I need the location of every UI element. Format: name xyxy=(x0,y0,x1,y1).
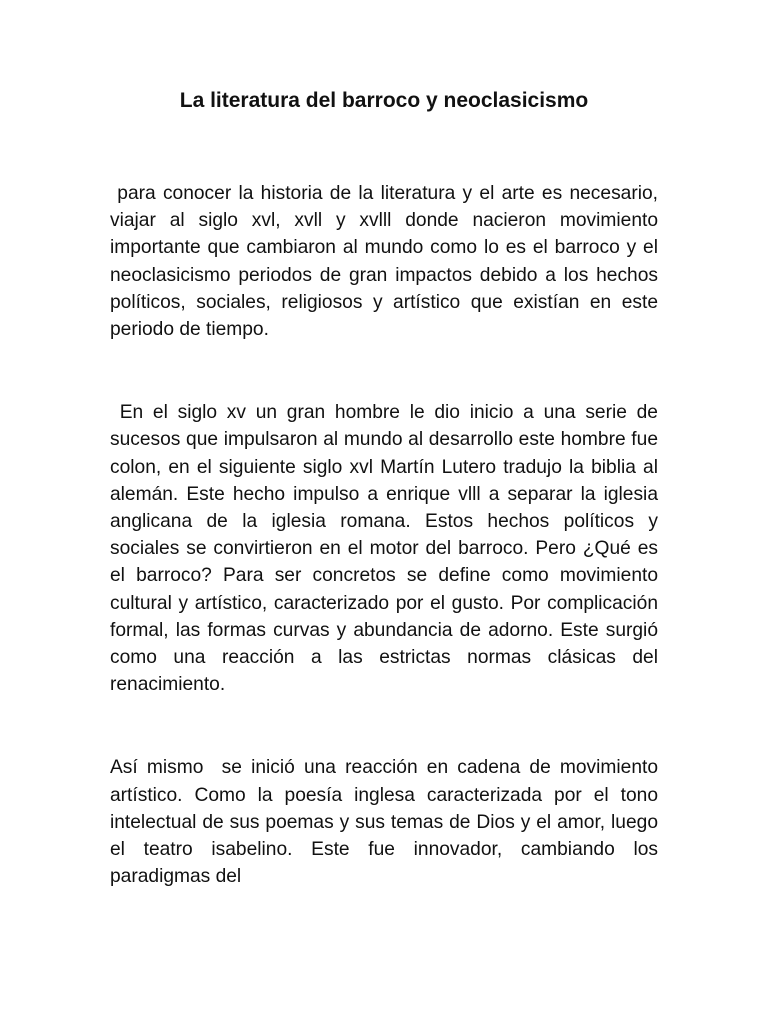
paragraph-2: En el siglo xv un gran hombre le dio inicio a una serie de sucesos que impulsaron al mundo al desarrollo este hombre fue colon, en el siguiente siglo xvl Martín Lutero tradujo la biblia al alemán. Este hecho impulso a enrique vlll a separar la iglesia anglicana de la iglesia romana. Estos hechos políticos y sociales se convirtieron en el motor del barroco. Pero ¿Qué es el barroco? Para ser concretos se define como movimiento cultural y artístico, caracterizado por el gusto. Por complicación formal, las formas curvas y abundancia de adorno. Este surgió como una reacción a las estrictas normas clásicas del renacimiento. xyxy=(110,402,664,696)
paragraph-1: para conocer la historia de la literatura y el arte es necesario, viajar al siglo xvl, xvll y xvlll donde nacieron movimiento importante que cambiaron al mundo como lo es el barroco y el neoclasicismo periodos de gran impactos debido a los hechos políticos, sociales, religiosos y artístico que existían en este periodo de tiempo. xyxy=(110,183,664,341)
document-page xyxy=(110,86,664,890)
document-title: La literatura del barroco y neoclasicismo xyxy=(179,89,589,112)
paragraph-3: Así mismo se inició una reacción en cadena de movimiento artístico. Como la poesía inglesa caracterizada por el tono intelectual de sus poemas y sus temas de Dios y el amor, luego el teatro isabelino. Este fue innovador, cambiando los paradigmas del xyxy=(110,757,664,888)
